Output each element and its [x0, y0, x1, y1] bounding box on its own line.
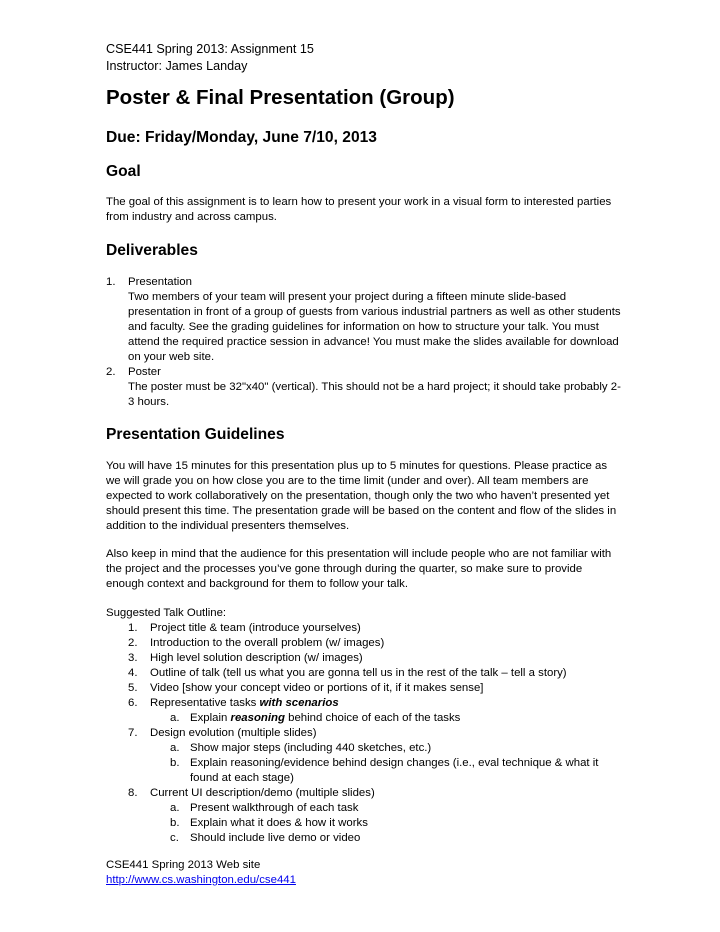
goal-text: The goal of this assignment is to learn how to present your work in a visual form to interested parties from industry and across campus.: [106, 196, 612, 223]
deliverable-item: [106, 365, 621, 410]
footer-site-label: CSE441 Spring 2013 Web site: [106, 859, 261, 871]
outline-sublist: [128, 741, 623, 786]
outline-subitem: b. Explain what it does & how it works: [170, 817, 368, 829]
outline-item: 6. Representative tasks with scenarios a. Explain reasoning behind choice of each of the tasks: [128, 696, 623, 726]
outline-item: 5. Video [show your concept video or portions of it, if it makes sense]: [128, 682, 484, 694]
deliverable-item: [106, 275, 621, 365]
instructor-line: Instructor: James Landay: [106, 59, 248, 73]
outline-item: 1. Project title & team (introduce yourselves): [128, 622, 361, 634]
outline-sublist: [128, 801, 623, 846]
due-date-heading: Due: Friday/Monday, June 7/10, 2013: [106, 129, 377, 146]
guidelines-heading: Presentation Guidelines: [106, 426, 285, 443]
goal-heading: Goal: [106, 163, 141, 180]
deliverable-description: Two members of your team will present your project during a fifteen minute slide-based presentation in front of a group of guests from various industrial partners as well as other students and faculty. See the grading guidelines for information on how to structure your talk. You must attend the required practice session in advance! You must make the slides available for download on your web site.: [128, 291, 621, 363]
outline-subitem: a. Show major steps (including 440 sketches, etc.): [170, 742, 432, 754]
guidelines-paragraph-2: Also keep in mind that the audience for this presentation will include people who are not familiar with the project and the processes you’ve gone through during the quarter, so make sure to provide enough context and background for them to follow your talk.: [106, 548, 612, 590]
outline-item: 3. High level solution description (w/ images): [128, 652, 363, 664]
deliverable-title: Presentation: [128, 276, 192, 288]
outline-item: 4. Outline of talk (tell us what you are gonna tell us in the rest of the talk – tell a story): [128, 667, 567, 679]
deliverables-list: [106, 275, 621, 410]
deliverable-title: Poster: [128, 366, 161, 378]
outline-item: 2. Introduction to the overall problem (w/ images): [128, 637, 385, 649]
deliverables-heading: Deliverables: [106, 242, 198, 259]
outline-item: 8. Current UI description/demo (multiple slides) a. Present walkthrough of each task b. Explain what it does & how it works c. Should include live demo or video: [128, 786, 623, 846]
deliverable-number: 2.: [106, 366, 116, 378]
outline-item: 7. Design evolution (multiple slides) a. Show major steps (including 440 sketches, etc.) b. Explain reasoning/evidence behind design changes (i.e., eval technique & what it found at each stage): [128, 726, 623, 786]
outline-label: Suggested Talk Outline:: [106, 607, 227, 619]
talk-outline-list: [128, 621, 623, 846]
course-website-link[interactable]: http://www.cs.washington.edu/cse441: [106, 874, 296, 886]
outline-sublist: [128, 711, 623, 726]
deliverable-number: 1.: [106, 276, 116, 288]
deliverable-description: The poster must be 32"x40" (vertical). This should not be a hard project; it should take probably 2-3 hours.: [128, 381, 621, 408]
outline-subitem: a. Present walkthrough of each task: [170, 802, 359, 814]
page-title: Poster & Final Presentation (Group): [106, 86, 455, 109]
course-line: CSE441 Spring 2013: Assignment 15: [106, 42, 314, 56]
guidelines-paragraph-1: You will have 15 minutes for this presentation plus up to 5 minutes for questions. Please practice as we will grade you on how close you are to the time limit (under and over). All team members are expected to work collaboratively on the presentation, though only the two who haven’t presented yet should present this time. The presentation grade will be based on the content and flow of the slides in addition to the individual presenters themselves.: [106, 460, 617, 532]
outline-subitem: b. Explain reasoning/evidence behind design changes (i.e., eval technique & what it found at each stage): [170, 757, 599, 784]
outline-subitem: a. Explain reasoning behind choice of each of the tasks: [170, 712, 461, 724]
outline-subitem: c. Should include live demo or video: [170, 832, 361, 844]
